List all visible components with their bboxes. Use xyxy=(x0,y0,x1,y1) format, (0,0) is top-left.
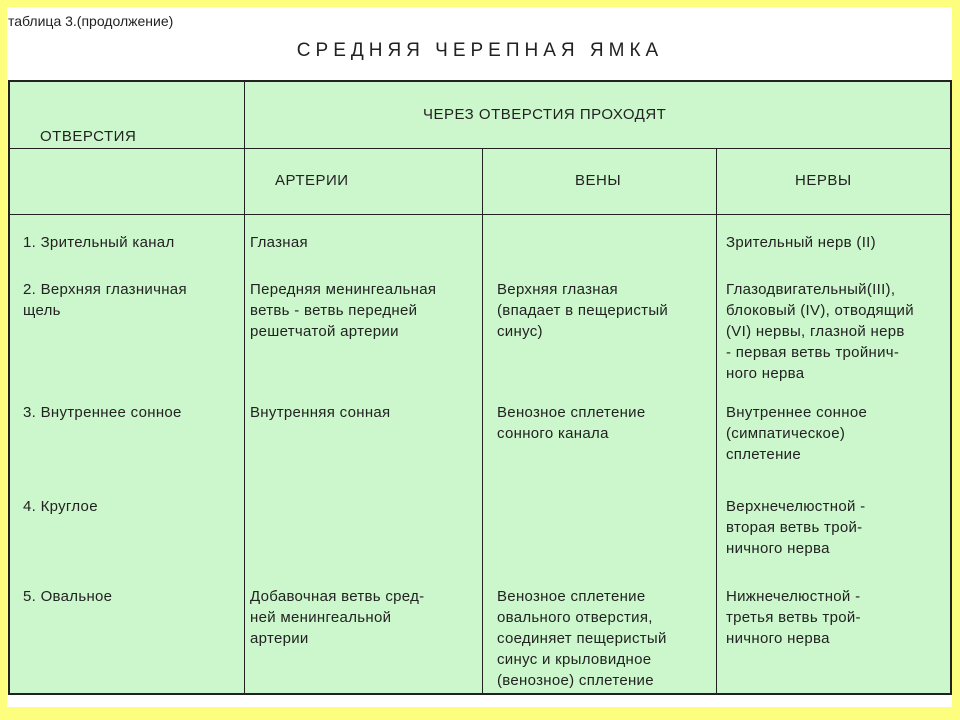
vline-2 xyxy=(482,148,483,693)
row-5-opening: 5. Овальное xyxy=(23,588,113,605)
page-title: СРЕДНЯЯ ЧЕРЕПНАЯ ЯМКА xyxy=(296,40,664,61)
vline-1 xyxy=(244,82,245,693)
hline-body xyxy=(10,214,950,215)
row-5-nerve: Нижнечелюстной - третья ветвь трой- ничного нерва xyxy=(726,588,861,647)
row-3-artery: Внутренняя сонная xyxy=(250,404,391,421)
header-arteries: АРТЕРИИ xyxy=(275,172,349,189)
row-3-opening: 3. Внутреннее сонное xyxy=(23,404,182,421)
table-caption: таблица 3.(продолжение) xyxy=(8,13,174,29)
row-5-vein: Венозное сплетение овального отверстия, соединяет пещеристый синус и крыловидное (венозное) сплетение xyxy=(497,588,667,689)
row-1-nerve: Зрительный нерв (II) xyxy=(726,234,876,251)
row-1-opening: 1. Зрительный канал xyxy=(23,234,175,251)
header-openings: ОТВЕРСТИЯ xyxy=(40,128,137,145)
anatomy-table xyxy=(8,80,952,695)
row-3-nerve: Внутреннее сонное (симпатическое) сплетение xyxy=(726,404,868,463)
header-through: ЧЕРЕЗ ОТВЕРСТИЯ ПРОХОДЯТ xyxy=(423,106,667,123)
row-5-artery: Добавочная ветвь сред- ней менингеальной артерии xyxy=(250,588,425,647)
row-2-vein: Верхняя глазная (впадает в пещеристый синус) xyxy=(497,281,669,340)
row-4-nerve: Верхнечелюстной - вторая ветвь трой- ничного нерва xyxy=(726,498,866,557)
row-2-artery: Передняя менингеальная ветвь - ветвь передней решетчатой артерии xyxy=(250,281,437,340)
row-4-opening: 4. Круглое xyxy=(23,498,98,515)
row-1-artery: Глазная xyxy=(250,234,308,251)
row-3-vein: Венозное сплетение сонного канала xyxy=(497,404,646,442)
header-veins: ВЕНЫ xyxy=(575,172,622,189)
row-2-opening: 2. Верхняя глазничная щель xyxy=(23,281,187,319)
header-nerves: НЕРВЫ xyxy=(795,172,852,189)
hline-header xyxy=(244,148,950,149)
vline-3 xyxy=(716,148,717,693)
row-2-nerve: Глазодвигательный(III), блоковый (IV), отводящий (VI) нервы, глазной нерв - первая ветвь тройнич- ного нерва xyxy=(726,281,914,382)
hline-left xyxy=(10,148,244,149)
